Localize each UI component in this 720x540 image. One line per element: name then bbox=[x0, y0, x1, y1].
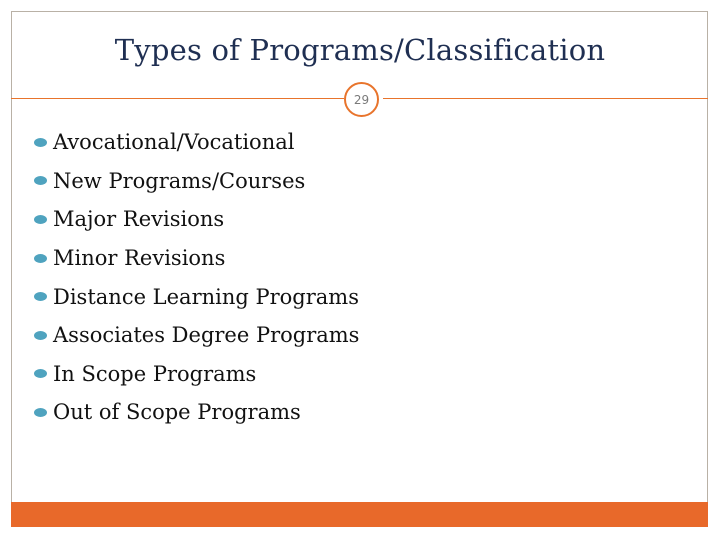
bullet-item bbox=[34, 239, 359, 278]
bullet-item bbox=[34, 162, 359, 201]
bullet-dot-icon bbox=[34, 138, 47, 147]
bullet-text: In Scope Programs bbox=[53, 361, 257, 386]
bullet-dot-icon bbox=[34, 408, 47, 417]
slide-title: Types of Programs/Classification bbox=[114, 33, 606, 67]
bullet-text: Distance Learning Programs bbox=[53, 284, 359, 309]
bullet-text: Out of Scope Programs bbox=[53, 400, 301, 425]
bullet-item bbox=[34, 316, 359, 355]
bullet-item bbox=[34, 200, 359, 239]
bullet-item bbox=[34, 277, 359, 316]
bullet-dot-icon bbox=[34, 369, 47, 378]
bullet-item bbox=[34, 355, 359, 394]
footer-accent-bar bbox=[11, 502, 708, 527]
bullet-text: Major Revisions bbox=[53, 207, 225, 232]
slide-number: 29 bbox=[353, 92, 370, 107]
bullet-dot-icon bbox=[34, 331, 47, 340]
bullet-list bbox=[34, 123, 359, 432]
slide-number-badge bbox=[344, 82, 379, 117]
title-divider-right bbox=[383, 98, 708, 99]
bullet-text: Associates Degree Programs bbox=[53, 323, 360, 348]
bullet-text: Minor Revisions bbox=[53, 246, 226, 271]
bullet-dot-icon bbox=[34, 292, 47, 301]
bullet-dot-icon bbox=[34, 254, 47, 263]
bullet-dot-icon bbox=[34, 176, 47, 185]
bullet-text: New Programs/Courses bbox=[53, 168, 306, 193]
bullet-item bbox=[34, 123, 359, 162]
bullet-text: Avocational/Vocational bbox=[53, 130, 295, 155]
title-divider-left bbox=[11, 98, 344, 99]
bullet-item bbox=[34, 393, 359, 432]
bullet-dot-icon bbox=[34, 215, 47, 224]
